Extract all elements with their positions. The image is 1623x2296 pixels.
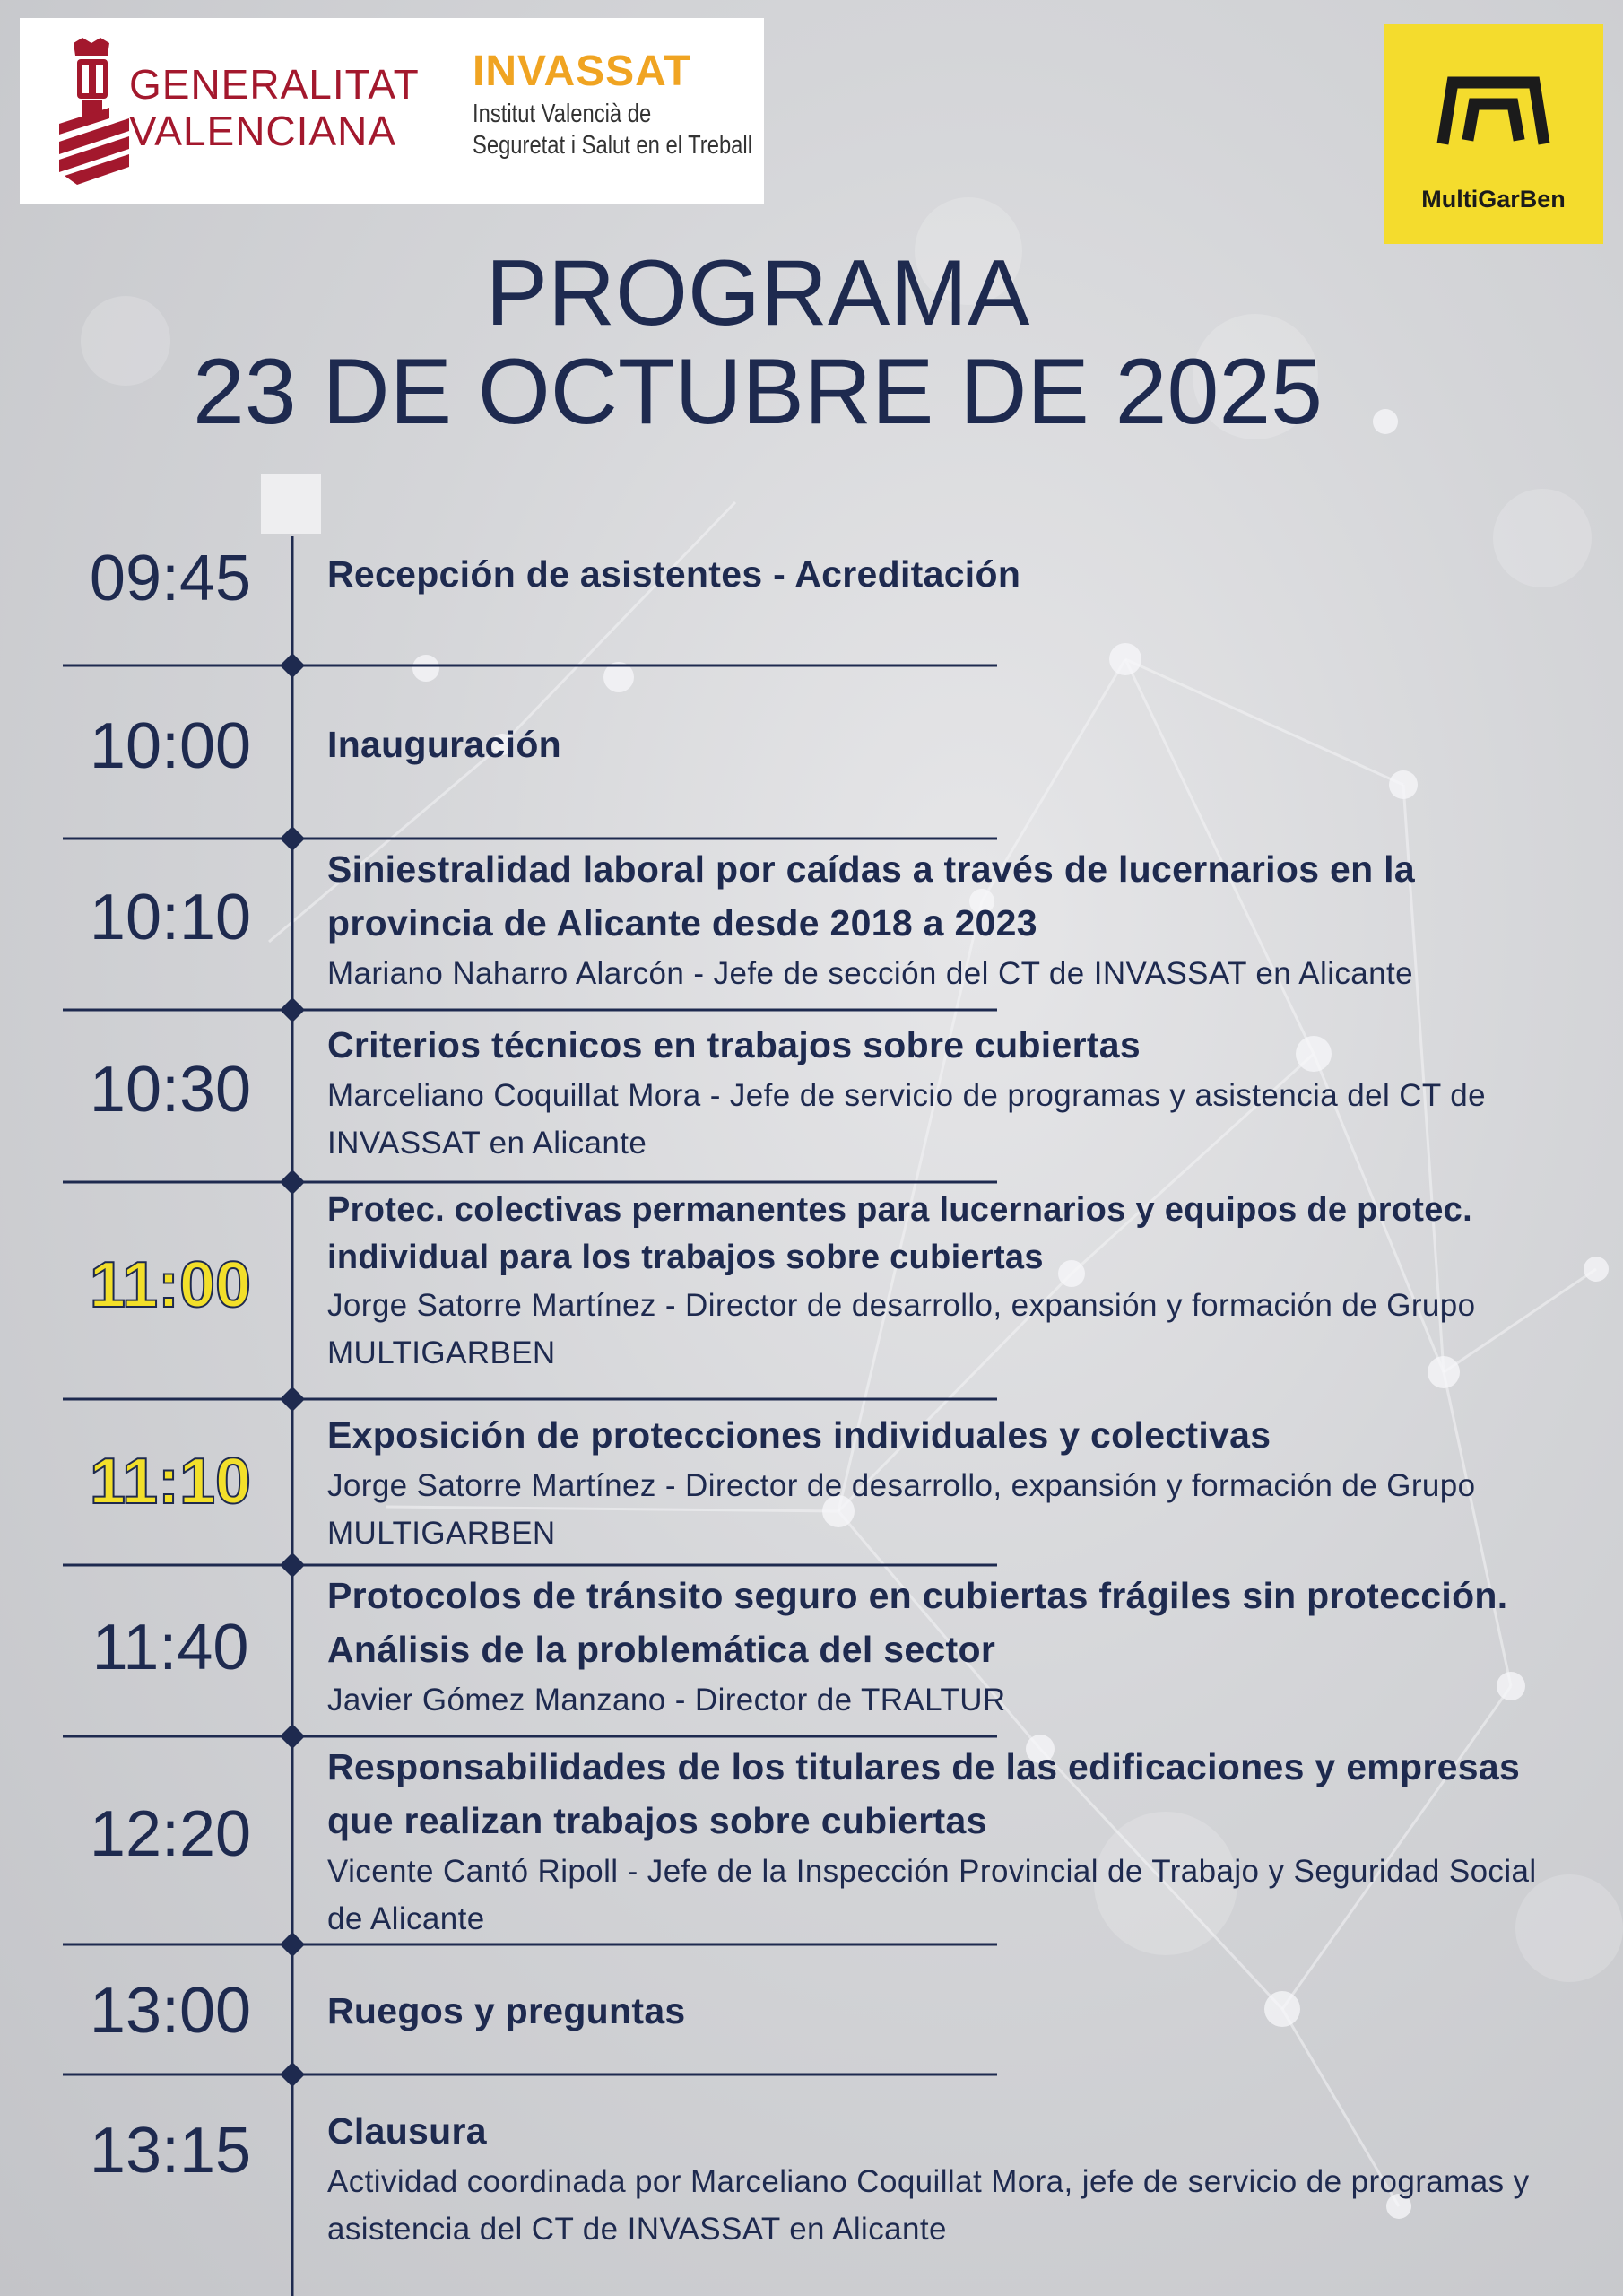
multigarben-logo-text: MultiGarBen (1421, 186, 1566, 213)
event-date: 23 DE OCTUBRE DE 2025 (192, 340, 1324, 444)
event-details (327, 547, 1547, 601)
event-title: Clausura (327, 2110, 487, 2152)
event-speaker: Mariano Naharro Alarcón - Jefe de sección del CT de INVASSAT en Alicante (327, 956, 1413, 991)
timeline-diamond (280, 1387, 305, 1412)
timeline-diamond (280, 1552, 305, 1578)
event-speaker: Jorge Satorre Martínez - Director de desarrollo, expansión y formación de Grupo MULTIGARBEN (327, 1288, 1476, 1370)
time-label: 11:10 (89, 1446, 252, 1518)
timeline-diamond (280, 1724, 305, 1749)
event-title: Inauguración (327, 724, 562, 765)
time-label: 11:00 (89, 1249, 252, 1321)
event-title: Exposición de protecciones individuales y colectivas (327, 1414, 1271, 1456)
generalitat-logo-text: GENERALITAT VALENCIANA (129, 61, 420, 154)
event-title: Responsabilidades de los titulares de las edificaciones y empresas que realizan trabajos sobre cubiertas (327, 1746, 1521, 1841)
event-details (327, 718, 1547, 771)
event-title: Criterios técnicos en trabajos sobre cubiertas (327, 1024, 1141, 1065)
time-label: 13:00 (89, 1975, 252, 2047)
event-speaker: Marceliano Coquillat Mora - Jefe de servicio de programas y asistencia del CT de INVASSAT en Alicante (327, 1078, 1486, 1161)
event-details (327, 1408, 1547, 1557)
time-label: 12:20 (89, 1798, 252, 1870)
page-title: PROGRAMA (485, 241, 1030, 345)
timeline-diamond (280, 2062, 305, 2087)
event-speaker: Jorge Satorre Martínez - Director de desarrollo, expansión y formación de Grupo MULTIGARBEN (327, 1468, 1476, 1551)
event-title: Recepción de asistentes - Acreditación (327, 553, 1021, 595)
event-title: Siniestralidad laboral por caídas a través de lucernarios en la provincia de Alicante desde 2018 a 2023 (327, 848, 1415, 944)
time-label: 10:10 (89, 882, 252, 953)
time-label: 10:30 (89, 1054, 252, 1126)
event-speaker: Actividad coordinada por Marceliano Coquillat Mora, jefe de servicio de programas y asistencia del CT de INVASSAT en Alicante (327, 2164, 1530, 2247)
event-details (327, 842, 1547, 997)
event-details (327, 1984, 1547, 2038)
invassat-logo-subtitle: Institut Valencià de Seguretat i Salut en el Treball (473, 100, 752, 160)
time-label: 11:40 (91, 1612, 249, 1683)
event-title: Protec. colectivas permanentes para lucernarios y equipos de protec. individual para los trabajos sobre cubiertas (327, 1191, 1472, 1276)
event-details (327, 2104, 1547, 2253)
time-label: 13:15 (89, 2115, 252, 2187)
event-details (327, 1569, 1547, 1724)
event-details (327, 1740, 1547, 1943)
event-title: Protocolos de tránsito seguro en cubiertas frágiles sin protección. Análisis de la problemática del sector (327, 1575, 1508, 1670)
timeline-diamond (280, 826, 305, 851)
event-details (327, 1187, 1547, 1377)
event-speaker: Vicente Cantó Ripoll - Jefe de la Inspección Provincial de Trabajo y Seguridad Social de Alicante (327, 1854, 1537, 1936)
event-title: Ruegos y preguntas (327, 1990, 686, 2031)
timeline-diamond (280, 653, 305, 678)
timeline-diamond (280, 997, 305, 1022)
timeline-diamond (280, 1170, 305, 1195)
event-details (327, 1018, 1547, 1167)
timeline-diamond (280, 1932, 305, 1957)
time-label: 09:45 (89, 543, 252, 614)
time-label: 10:00 (89, 710, 252, 782)
invassat-logo-title: INVASSAT (473, 48, 691, 95)
event-speaker: Javier Gómez Manzano - Director de TRALTUR (327, 1683, 1006, 1718)
